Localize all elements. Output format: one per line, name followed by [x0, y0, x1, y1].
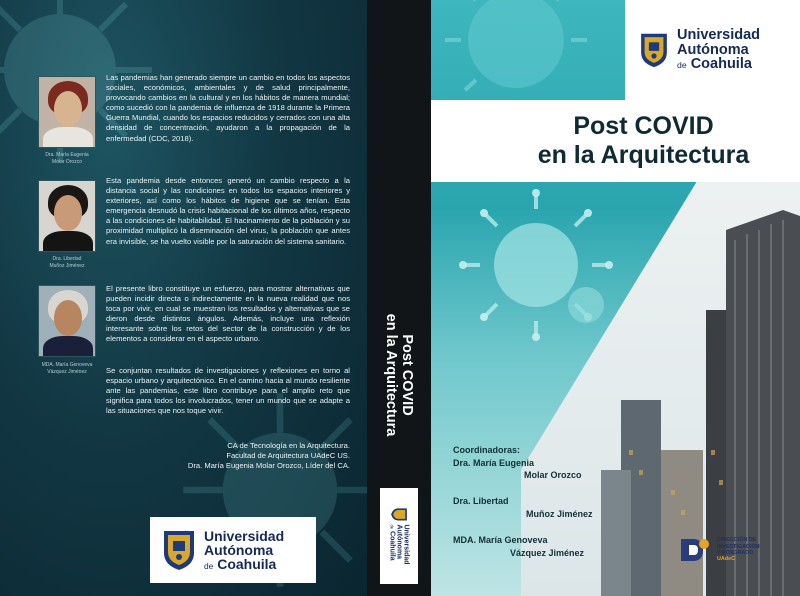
- university-shield-icon: [162, 529, 196, 571]
- front-title-line-2: en la Arquitectura: [537, 141, 750, 169]
- back-university-logo: [150, 517, 316, 583]
- front-title-line-1: Post COVID: [573, 112, 714, 140]
- spine-title: [383, 314, 415, 437]
- dip-logo-line: Y POSGRADO: [717, 550, 754, 556]
- signature-line: Dra. María Eugenia Molar Orozco, Líder del CA.: [187, 461, 350, 471]
- author-photo-3: [38, 285, 96, 357]
- coordinator-3-line-2: Vázquez Jiménez: [510, 548, 585, 558]
- university-name-prefix: de: [204, 561, 214, 572]
- university-shield-icon: [391, 507, 408, 521]
- spine-title-line: Post COVID: [399, 334, 415, 416]
- coordinator-2-line-2: Muñoz Jiménez: [526, 509, 593, 519]
- university-name-line: Coahuila: [217, 556, 277, 573]
- spine-title-line: en la Arquitectura: [383, 313, 399, 437]
- coordinator-2-line-1: Dra. Libertad: [453, 496, 509, 506]
- coordinator-1-line-2: Molar Orozco: [524, 470, 582, 480]
- author-caption-2: [30, 256, 104, 270]
- back-paragraph-2: Esta pandemia desde entonces generó un cambio respecto a la distancia social y las condiciones en todos los espacios interiores y exteriores, así como los hábitos de higiene que se tenían. Esta emergencia desnudó la crisis habitacional de los últimos años, respecto a las condiciones de habitabilidad. El hacinamiento de la población y su proximidad multiplicó la diseminación del virus, la población que antes era invisible, se ha vuelto visible por la saturación del sistema sanitario.: [106, 176, 350, 246]
- front-title-band: [431, 100, 800, 182]
- signature-line: Facultad de Arquitectura UAdeC US.: [226, 451, 350, 461]
- dip-logo-icon: [677, 535, 711, 565]
- university-name-line: Universidad: [402, 524, 410, 565]
- coordinator-3-line-1: MDA. María Genoveva: [453, 535, 548, 545]
- university-name-prefix: de: [389, 524, 395, 530]
- caption-line: Dra. Libertad: [52, 256, 82, 262]
- caption-line: Molar Orozco: [51, 159, 82, 165]
- university-name-line: Universidad: [677, 26, 760, 43]
- university-name-line: Coahuila: [388, 531, 396, 561]
- caption-line: Muñoz Jiménez: [49, 263, 85, 269]
- caption-line: MDA. María Genoveva: [41, 362, 93, 368]
- spine-university-logo: [380, 488, 418, 584]
- back-cover: [0, 0, 367, 596]
- spine-university-name: [388, 524, 409, 564]
- coordinator-1-line-1: Dra. María Eugenia: [453, 458, 535, 468]
- coordinators-label: Coordinadoras:: [453, 445, 521, 455]
- author-caption-1: [30, 152, 104, 166]
- university-name: [677, 28, 760, 72]
- back-paragraph-1: Las pandemias han generado siempre un cambio en todos los aspectos sociales, económicos, ambientales y de salud principalmente, provocando cambios en la cultural y en los hábitos de manera mundial; como sucedió con la pandemia de influenza de 1918 durante la Primera Guerra Mundial, cuando los espacios reducidos y cerrados con una alta densidad de concentración, ayudaron a la propagación de la enfermedad (CDC, 2018).: [106, 73, 350, 143]
- back-signature: [106, 441, 350, 471]
- front-cover: [431, 0, 800, 596]
- dip-logo: [677, 535, 760, 565]
- university-name: [204, 529, 284, 572]
- university-name-prefix: de: [677, 60, 687, 71]
- signature-line: CA de Tecnología en la Arquitectura.: [227, 441, 350, 450]
- university-name-line: Universidad: [204, 527, 285, 544]
- back-paragraph-4: Se conjuntan resultados de investigaciones y reflexiones en torno al espacio urbano y arquitectónico. En el camino hacia al mundo resiliente ante las pandemias, este libro contribuye para el amplio reto que significa para todos los involucrados, tener un mundo que se adapte a las situaciones que nos toque vivir.: [106, 366, 350, 416]
- back-paragraph-3: El presente libro constituye un esfuerzo, para mostrar alternativas que pueden incidir directa o indirectamente en la nueva realidad que nos toca por vivir, en cual se muestran los resultados y alternativas que se dieron desde distintos ángulos. Además, incluye una reflexión interesante sobre los retos del sector de la construcción y de los elementos a considerar en el aspecto urbano.: [106, 284, 350, 344]
- caption-line: Vázquez Jiménez: [47, 369, 87, 375]
- author-photo-1: [38, 76, 96, 148]
- university-name-line: Autónoma: [204, 541, 274, 558]
- university-shield-icon: [639, 32, 669, 68]
- city-buildings-image: [521, 150, 800, 596]
- university-name-line: Autónoma: [395, 524, 403, 560]
- dip-logo-line: UAdeC: [717, 556, 735, 563]
- author-photo-2: [38, 180, 96, 252]
- caption-line: Dra. María Eugenia: [45, 152, 89, 158]
- university-name-line: Autónoma: [677, 41, 749, 58]
- dip-logo-line: DIRECCIÓN DE: [717, 537, 757, 544]
- dip-logo-line: INVESTIGACIÓN: [717, 543, 760, 550]
- university-name-line: Coahuila: [690, 56, 752, 73]
- author-caption-3: [30, 362, 104, 376]
- front-university-logo: [625, 0, 800, 100]
